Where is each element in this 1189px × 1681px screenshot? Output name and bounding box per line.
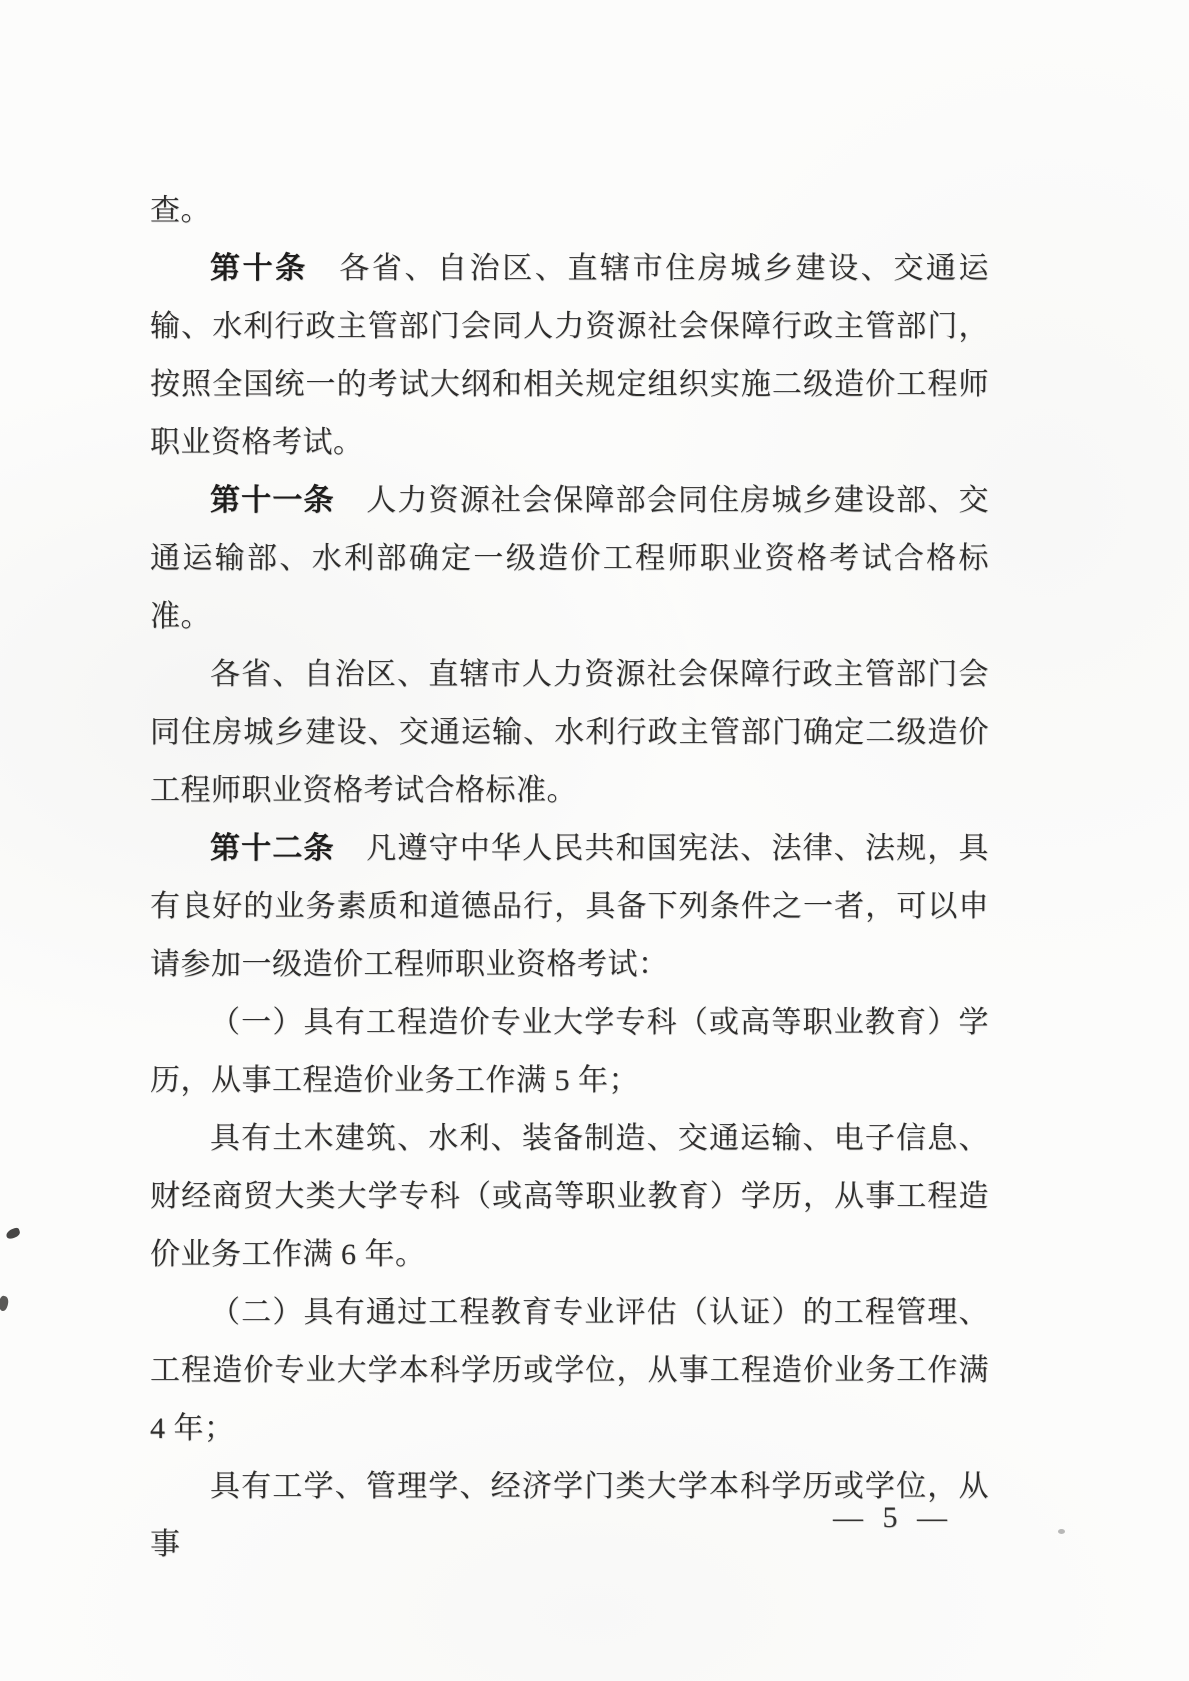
document-body (150, 182, 989, 1574)
page-number: — 5 — (833, 1501, 953, 1534)
article-11-paragraph (150, 472, 989, 646)
condition-1b-paragraph (150, 1110, 989, 1284)
paragraph-text: 具有土木建筑、水利、装备制造、交通运输、电子信息、财经商贸大类大学专科（或高等职业教育）学历，从事工程造价业务工作满 6 年。 (150, 1122, 989, 1271)
condition-2-paragraph (150, 1284, 989, 1458)
paragraph-text: 各省、自治区、直辖市人力资源社会保障行政主管部门会同住房城乡建设、交通运输、水利行政主管部门确定二级造价工程师职业资格考试合格标准。 (150, 658, 989, 807)
paragraph-text: （二）具有通过工程教育专业评估（认证）的工程管理、工程造价专业大学本科学历或学位，从事工程造价业务工作满 4 年； (150, 1296, 989, 1445)
scan-speck (1058, 1529, 1065, 1534)
article-10-paragraph (150, 240, 989, 472)
paragraph-continuation (150, 182, 989, 240)
paragraph-text: （一）具有工程造价专业大学专科（或高等职业教育）学历，从事工程造价业务工作满 5 年； (150, 1006, 989, 1097)
article-11-heading: 第十一条 (210, 484, 335, 517)
article-11-second-paragraph (150, 646, 989, 820)
article-12-paragraph (150, 820, 989, 994)
paragraph-text: 各省、自治区、直辖市住房城乡建设、交通运输、水利行政主管部门会同人力资源社会保障行政主管部门，按照全国统一的考试大纲和相关规定组织实施二级造价工程师职业资格考试。 (150, 252, 990, 459)
paragraph-text: 具有工学、管理学、经济学门类大学本科学历或学位，从事 (150, 1470, 989, 1561)
paragraph-text: 人力资源社会保障部会同住房城乡建设部、交通运输部、水利部确定一级造价工程师职业资格考试合格标准。 (150, 484, 990, 633)
article-10-heading: 第十条 (210, 252, 308, 285)
paragraph-text: 查。 (150, 194, 211, 227)
condition-1-paragraph (150, 994, 989, 1110)
article-12-heading: 第十二条 (210, 832, 335, 865)
scan-speck (0, 1295, 10, 1312)
scan-speck (5, 1227, 21, 1240)
paragraph-text: 凡遵守中华人民共和国宪法、法律、法规，具有良好的业务素质和道德品行，具备下列条件之一者，可以申请参加一级造价工程师职业资格考试： (150, 832, 990, 981)
